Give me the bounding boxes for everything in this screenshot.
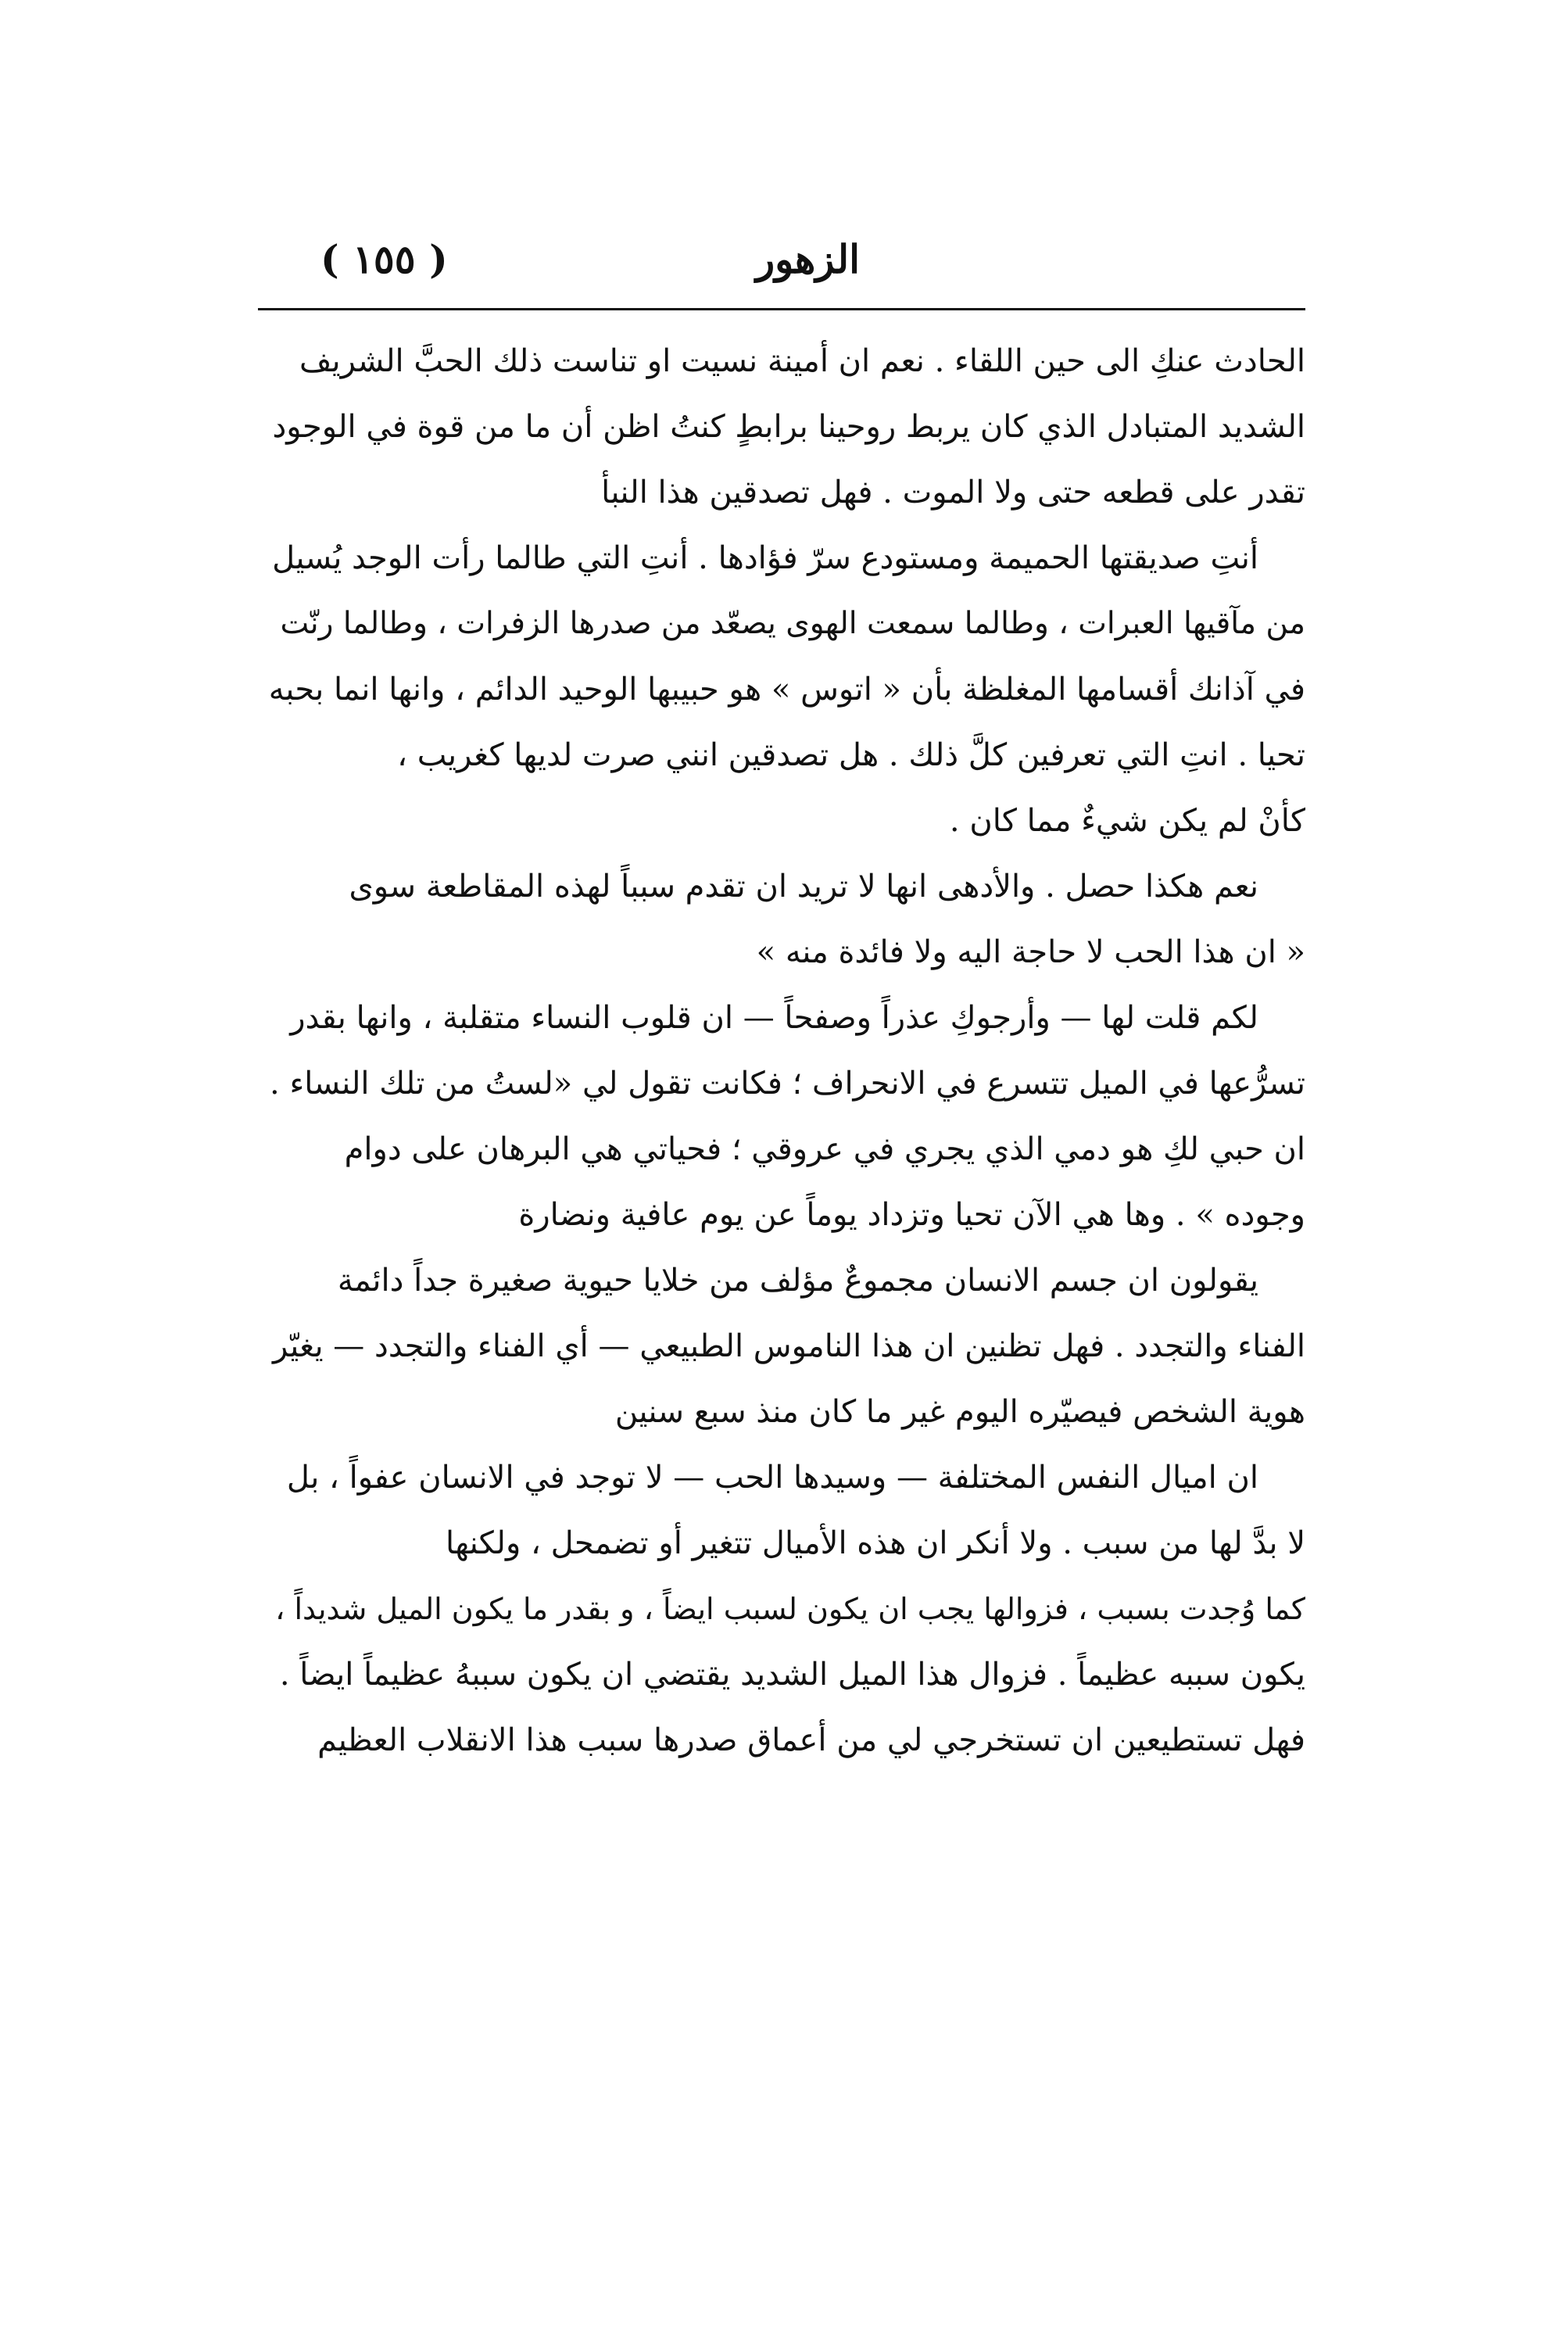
text-line: يكون سببه عظيماً . فزوال هذا الميل الشديد يقتضي ان يكون سببهُ عظيماً ايضاً . — [279, 1657, 1305, 1693]
text-line: نعم هكذا حصل . والأدهى انها لا تريد ان تقدم سبباً لهذه المقاطعة سوى — [349, 869, 1258, 905]
text-line: الحادث عنكِ الى حين اللقاء . نعم ان أمينة نسيت او تناست ذلك الحبَّ الشريف — [299, 343, 1305, 379]
text-line: أنتِ صديقتها الحميمة ومستودع سرّ فؤادها . أنتِ التي طالما رأت الوجد يُسيل — [272, 540, 1258, 576]
page-header — [258, 228, 1305, 291]
text-line: كما وُجدت بسبب ، فزوالها يجب ان يكون لسبب ايضاً ، و بقدر ما يكون الميل شديداً ، — [275, 1592, 1305, 1626]
text-line: في آذانك أقسامها المغلظة بأن « اتوس » هو حبيبها الوحيد الدائم ، وانها انما بحبه — [268, 672, 1305, 708]
text-line: « ان هذا الحب لا حاجة اليه ولا فائدة منه » — [756, 934, 1305, 970]
text-line: كأنْ لم يكن شيءٌ مما كان . — [949, 803, 1305, 839]
text-line: تحيا . انتِ التي تعرفين كلَّ ذلك . هل تصدقين انني صرت لديها كغريب ، — [397, 737, 1305, 773]
text-line: وجوده » . وها هي الآن تحيا وتزداد يوماً عن يوم عافية ونضارة — [518, 1197, 1305, 1233]
page-number: ( ١٥٥ ) — [320, 236, 448, 282]
text-line: لكم قلت لها — وأرجوكِ عذراً وصفحاً — ان قلوب النساء متقلبة ، وانها بقدر — [290, 1000, 1258, 1036]
text-line: الشديد المتبادل الذي كان يربط روحينا برابطٍ كنتُ اظن أن ما من قوة في الوجود — [272, 409, 1305, 445]
text-line: فهل تستطيعين ان تستخرجي لي من أعماق صدرها سبب هذا الانقلاب العظيم — [317, 1722, 1305, 1758]
body-text — [258, 328, 1305, 1773]
header-rule — [258, 308, 1305, 310]
text-line: هوية الشخص فيصيّره اليوم غير ما كان منذ سبع سنين — [614, 1394, 1305, 1430]
text-line: لا بدَّ لها من سبب . ولا أنكر ان هذه الأميال تتغير أو تضمحل ، ولكنها — [446, 1525, 1305, 1561]
text-line: من مآقيها العبرات ، وطالما سمعت الهوى يصعّد من صدرها الزفرات ، وطالما رنّت — [280, 606, 1305, 641]
text-line: ان حبي لكِ هو دمي الذي يجري في عروقي ؛ فحياتي هي البرهان على دوام — [344, 1131, 1305, 1167]
running-title: الزهور — [755, 236, 860, 282]
text-line: يقولون ان جسم الانسان مجموعٌ مؤلف من خلايا حيوية صغيرة جداً دائمة — [337, 1263, 1258, 1299]
text-line: تسرُّعها في الميل تتسرع في الانحراف ؛ فكانت تقول لي «لستُ من تلك النساء . — [270, 1066, 1305, 1102]
text-line: الفناء والتجدد . فهل تظنين ان هذا الناموس الطبيعي — أي الفناء والتجدد — يغيّر — [273, 1328, 1305, 1364]
text-line: تقدر على قطعه حتى ولا الموت . فهل تصدقين هذا النبأ — [601, 475, 1305, 511]
text-line: ان اميال النفس المختلفة — وسيدها الحب — لا توجد في الانسان عفواً ، بل — [286, 1460, 1258, 1496]
